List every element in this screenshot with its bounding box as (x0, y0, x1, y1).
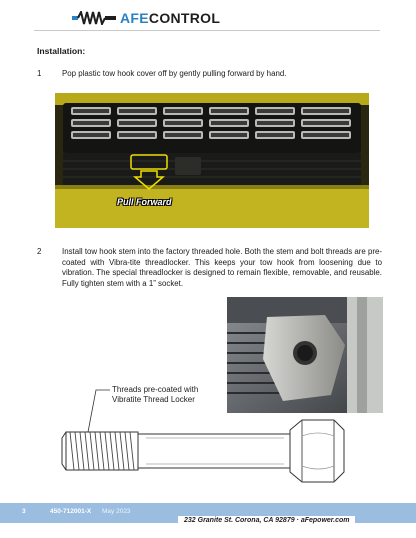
header-divider (34, 30, 380, 31)
brand-suffix: CONTROL (148, 10, 221, 26)
step-number: 2 (37, 247, 42, 256)
thread-callout (112, 385, 198, 404)
brand-name (120, 11, 220, 25)
callout-line-1: Threads pre-coated with (112, 385, 199, 394)
callout-line-2: Vibratite Thread Locker (112, 394, 195, 404)
callout-leader-line (88, 390, 110, 432)
company-address: 232 Granite St. Corona, CA 92879 · aFepower.com (178, 516, 355, 525)
afe-spring-logo-icon (72, 11, 116, 25)
brand-logo (72, 8, 220, 28)
pull-forward-label: Pull Forward (117, 197, 172, 207)
brand-prefix: AFE (120, 10, 149, 26)
section-heading: Installation: (37, 46, 86, 56)
grille-illustration (55, 93, 369, 228)
tow-hook-stem-diagram (58, 380, 364, 500)
step-text: Pop plastic tow hook cover off by gently pulling forward by hand. (62, 69, 287, 78)
threaded-section (62, 432, 138, 470)
step-text: Install tow hook stem into the factory threaded hole. Both the stem and bolt threads are pre-coated with Vibra-tite threadlocker. This keeps your tow hook from loosening due to vibration. The special threadlocker is designed to remain flexible, removable, and reusable. Fully tighten stem with a 1” socket. (62, 247, 382, 288)
grille-photo (55, 93, 369, 228)
step-number: 1 (37, 69, 42, 78)
page-number: 3 (22, 508, 26, 515)
part-number: 450-712001-X (50, 508, 92, 515)
hex-head (290, 420, 344, 482)
page-footer (0, 503, 416, 538)
revision-date: May 2023 (102, 508, 131, 515)
smooth-shank (138, 434, 290, 468)
